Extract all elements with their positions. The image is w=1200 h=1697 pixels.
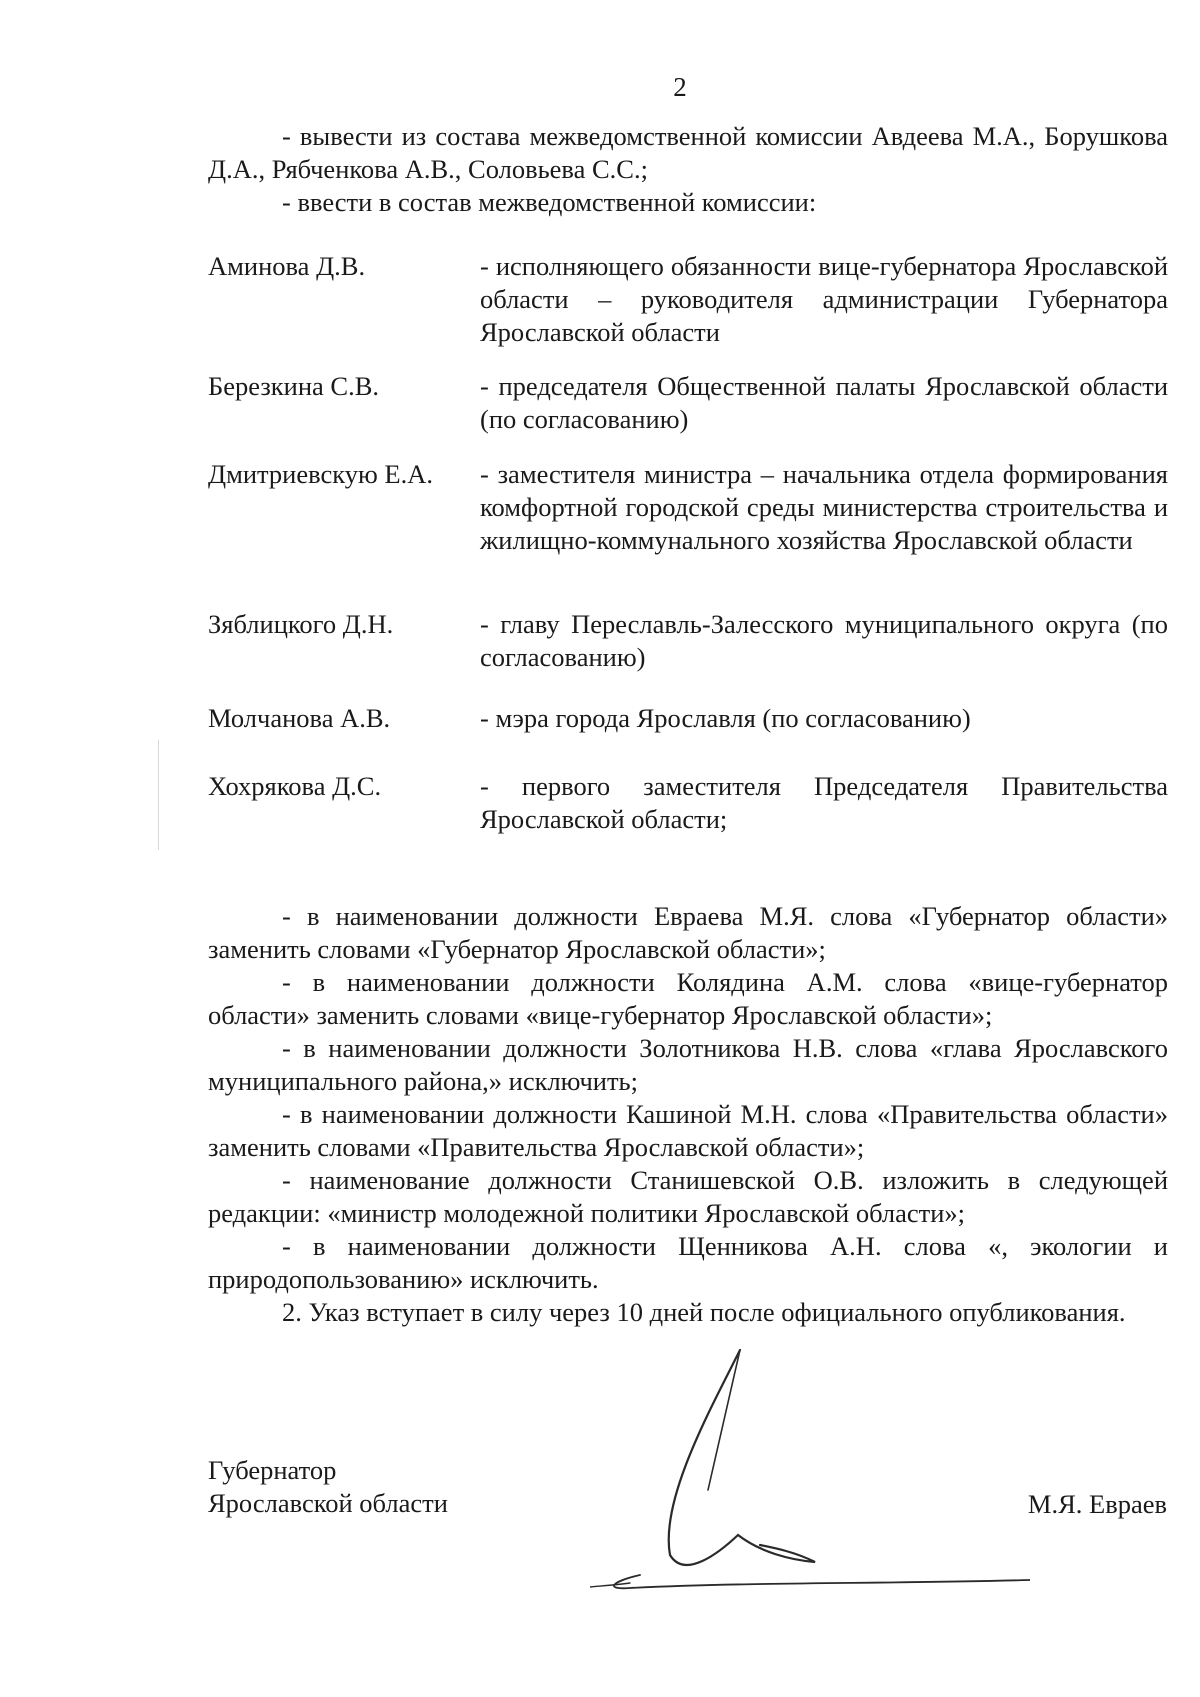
signatory-position-line: Губернатор [208, 1455, 337, 1485]
member-name: Молчанова А.В. [208, 703, 391, 733]
signatory-position [208, 1454, 448, 1520]
amendment-paragraph: - в наименовании должности Колядина А.М. слова «вице-губернатор области» заменить словами «вице-губернатор Ярославской области»; [208, 967, 1168, 1030]
member-name: Зяблицкого Д.Н. [208, 609, 394, 639]
member-role: - первого заместителя Председателя Правительства Ярославской области; [480, 771, 1168, 834]
scan-artifact-line [158, 740, 159, 850]
handwritten-signature [590, 1290, 1030, 1590]
member-name: Аминова Д.В. [208, 251, 366, 281]
intro-paragraph-remove: - вывести из состава межведомственной комиссии Авдеева М.А., Борушкова Д.А., Рябченкова А.В., Соловьева С.С.; [208, 121, 1168, 184]
member-role: - исполняющего обязанности вице-губернатора Ярославской области – руководителя администрации Губернатора Ярославской области [480, 251, 1168, 347]
page-number: 2 [673, 72, 687, 102]
signatory-position-line: Ярославской области [208, 1488, 448, 1518]
member-role: - главу Переславль-Залесского муниципального округа (по согласованию) [480, 609, 1168, 672]
member-name: Березкина С.В. [208, 371, 380, 401]
intro-paragraph-add: - ввести в состав межведомственной комиссии: [282, 187, 817, 217]
amendment-paragraph: - в наименовании должности Евраева М.Я. слова «Губернатор области» заменить словами «Губернатор Ярославской области»; [208, 901, 1168, 964]
amendment-paragraph: - в наименовании должности Кашиной М.Н. слова «Правительства области» заменить словами «Правительства Ярославской области»; [208, 1099, 1168, 1162]
member-role: - мэра города Ярославля (по согласованию) [480, 703, 971, 733]
intro-section [208, 120, 1168, 219]
member-name: Хохрякова Д.С. [208, 771, 382, 801]
signatory-name: М.Я. Евраев [1027, 1489, 1167, 1519]
member-role: - заместителя министра – начальника отдела формирования комфортной городской среды министерства строительства и жилищно-коммунального хозяйства Ярославской области [480, 459, 1168, 555]
amendments-section [208, 900, 1168, 1329]
member-role: - председателя Общественной палаты Ярославской области (по согласованию) [480, 371, 1168, 434]
effective-date-paragraph: 2. Указ вступает в силу через 10 дней после официального опубликования. [282, 1297, 1126, 1327]
amendment-paragraph: - в наименовании должности Золотникова Н.В. слова «глава Ярославского муниципального района,» исключить; [208, 1033, 1168, 1096]
member-name: Дмитриевскую Е.А. [208, 459, 433, 489]
amendment-paragraph: - в наименовании должности Щенникова А.Н. слова «, экологии и природопользованию» исключить. [208, 1231, 1168, 1294]
amendment-paragraph: - наименование должности Станишевской О.В. изложить в следующей редакции: «министр молодежной политики Ярославской области»; [208, 1165, 1168, 1228]
